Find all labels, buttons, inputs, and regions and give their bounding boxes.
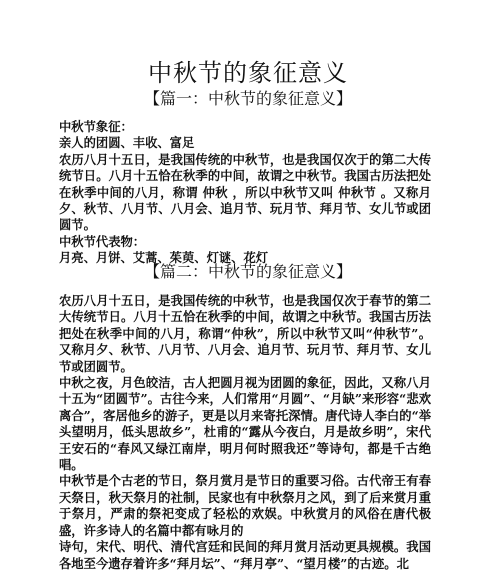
document-title: 中秋节的象征意义 (148, 59, 348, 87)
paragraph: 诗句，宋代、明代、清代宫廷和民间的拜月赏月活动更具规模。我国各地至今遗存着许多“拜月坛”、“拜月亭”、“望月楼”的古迹。北 (59, 539, 431, 571)
paragraph: 农历八月十五日，是我国传统的中秋节，也是我国仅次于春节的第二大传统节日。八月十五恰在秋季的中间，故谓之中秋节。我国古历法把处在秋季中间的八月，称谓“仲秋”，所以中秋节又叫“仲秋节”。又称月夕、秋节、八月节、八月会、追月节、玩月节、拜月节、女儿节或团圆节。 (59, 293, 431, 374)
paragraph: 中秋节代表物： (59, 233, 146, 249)
paragraph: 中秋之夜，月色皎洁，古人把圆月视为团圆的象征，因此，又称八月十五为“团圆节”。古往今来，人们常用“月圆”、“月缺”来形容“悲欢离合”，客居他乡的游子，更是以月来寄托深情。唐代诗人李白的“举头望明月，低头思故乡”，杜甫的“露从今夜白，月是故乡明”，宋代王安石的“春风又绿江南岸，明月何时照我还”等诗句，都是千古绝唱。 (59, 375, 431, 473)
section-body-2 (59, 293, 431, 572)
section-heading-2: 【篇二：中秋节的象征意义】 (143, 262, 352, 281)
paragraph: 中秋节象征： (59, 119, 133, 134)
paragraph: 月亮、月饼、艾蒿、茱萸、灯谜、花灯 (59, 250, 269, 266)
section-heading-1: 【篇一：中秋节的象征意义】 (143, 89, 352, 108)
paragraph: 亲人的团圆、丰收、富足 (59, 135, 195, 151)
paragraph: 中秋节是个古老的节日，祭月赏月是节日的重要习俗。古代帝王有春天祭日，秋天祭月的社制，民家也有中秋祭月之风，到了后来赏月重于祭月，严肃的祭祀变成了轻松的欢娱。中秋赏月的风俗在唐代极盛，许多诗人的名篇中都有咏月的 (59, 473, 431, 538)
paragraph: 农历八月十五日，是我国传统的中秋节，也是我国仅次于的第二大传统节日。八月十五恰在秋季的中间，故谓之中秋节。我国古历法把处在秋季中间的八月，称谓 仲秋 ，所以中秋节又叫 仲秋节 。又称月夕、秋节、八月节、八月会、追月节、玩月节、拜月节、女儿节或团圆节。 (59, 151, 431, 233)
section-body-1 (59, 119, 431, 267)
